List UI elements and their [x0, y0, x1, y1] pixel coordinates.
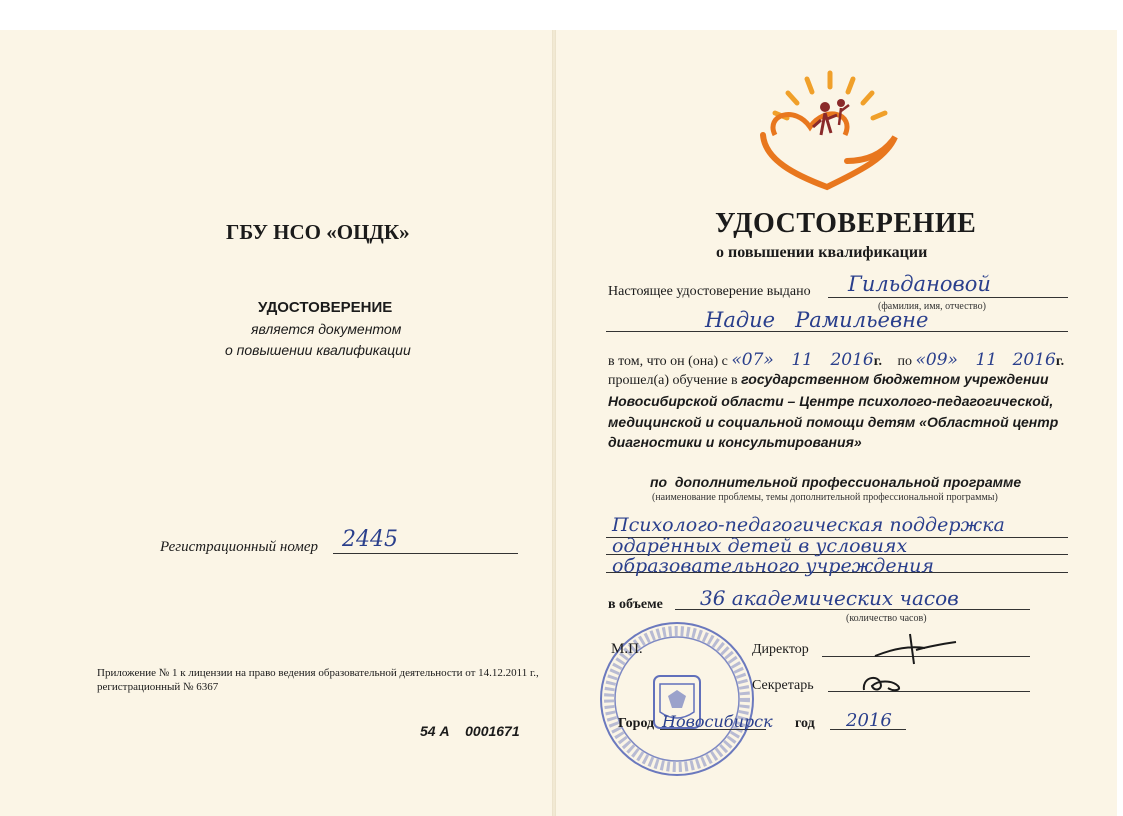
recipient-first-names: Надие Рамильевне	[705, 308, 929, 332]
program-line-1: Психолого-педагогическая поддержка	[612, 514, 1005, 536]
sun-heart-logo	[755, 65, 905, 195]
reg-label: Регистрационный номер	[160, 539, 319, 555]
volume-label: в объеме	[608, 597, 663, 612]
license-appendix: Приложение № 1 к лицензии на право ведения образовательной деятельности от 14.12.2011 г.,	[97, 667, 539, 679]
from-day: 07	[741, 350, 764, 370]
secretary-signature	[858, 672, 908, 696]
director-signature	[870, 628, 960, 668]
studied-row: прошел(а) обучение в государственном бюджетном учреждении	[608, 371, 1049, 388]
page-fold	[552, 30, 556, 816]
city-label: Город	[618, 716, 655, 731]
to-label: по	[897, 354, 912, 369]
year-value: 2016	[846, 710, 892, 731]
program-line-3: образовательного учреждения	[612, 555, 934, 577]
stamp-mark: М.П.	[611, 641, 643, 657]
left-cert-word: УДОСТОВЕРЕНИЕ	[258, 299, 393, 316]
institution-line-2: Новосибирской области – Центре психолого-педагогической,	[608, 393, 1054, 409]
city-value: Новосибирск	[662, 712, 773, 731]
period-row: в том, что он (она) с «07» 11 2016г. по «09» 11 2016г.	[608, 350, 1065, 370]
to-year: 2016	[1012, 350, 1056, 370]
director-label: Директор	[752, 642, 809, 657]
serial-number: 54 А 0001671	[420, 723, 520, 739]
institution-line-1: государственном бюджетном учреждении	[741, 371, 1049, 387]
left-line-1: является документом	[251, 321, 402, 337]
program-label: по дополнительной профессиональной программе	[650, 474, 1022, 490]
from-month: 11	[791, 350, 813, 370]
institution-line-3: медицинской и социальной помощи детям «Областной центр	[608, 414, 1059, 430]
hours-hint: (количество часов)	[846, 613, 927, 624]
name-hint: (фамилия, имя, отчество)	[878, 301, 986, 312]
to-month: 11	[975, 350, 998, 370]
volume-value: 36 академических часов	[700, 586, 959, 610]
left-page	[0, 30, 553, 816]
secretary-label: Секретарь	[752, 678, 814, 693]
surname-underline	[828, 297, 1068, 298]
issued-label: Настоящее удостоверение выдано	[608, 284, 811, 299]
period-prefix: в том, что он (она) с	[608, 354, 728, 369]
reg-underline	[333, 553, 518, 554]
recipient-surname: Гильдановой	[848, 272, 991, 296]
left-line-2: о повышении квалификации	[225, 342, 411, 358]
org-title: ГБУ НСО «ОЦДК»	[226, 220, 410, 244]
reg-number: 2445	[342, 527, 398, 552]
certificate-title: УДОСТОВЕРЕНИЕ	[715, 208, 977, 239]
from-year: 2016	[830, 350, 874, 370]
to-day: 09	[925, 350, 948, 370]
certificate-subtitle: о повышении квалификации	[716, 244, 928, 261]
institution-line-4: диагностики и консультирования»	[608, 434, 862, 450]
program-line-2: одарённых детей в условиях	[612, 535, 908, 557]
year-label: год	[795, 716, 815, 731]
license-reg: регистрационный № 6367	[97, 681, 219, 693]
program-hint: (наименование проблемы, темы дополнительной профессиональной программы)	[652, 492, 998, 503]
